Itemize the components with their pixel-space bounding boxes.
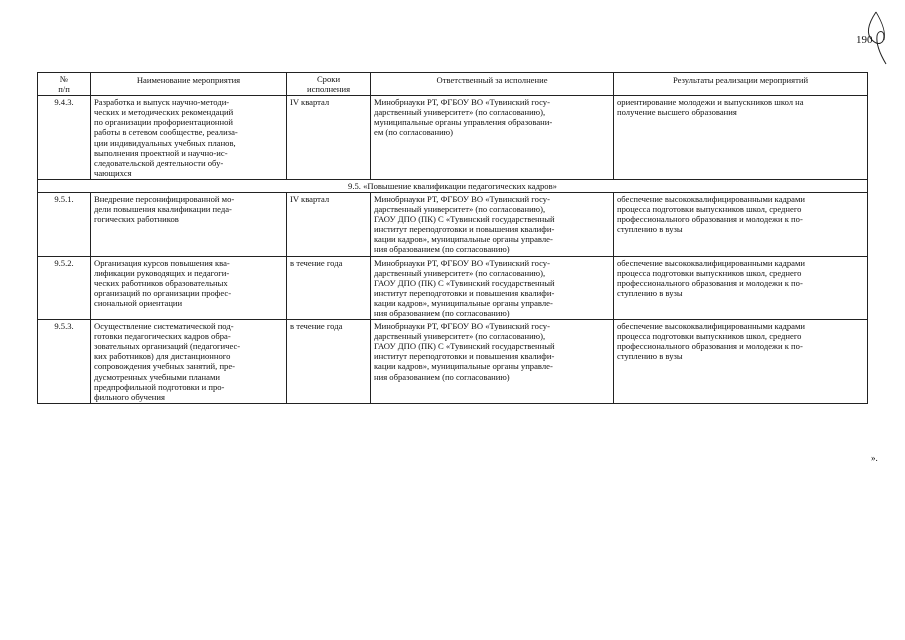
row-activity-name: Осуществление систематической под- готовки педагогических кадров обра- зовательных организаций (педагогичес- ких работников) для дистанционного сопровождения учебных занятий, пре- дусмотренных учебными планами предпрофильной подготовки и про- фильного обучения xyxy=(91,320,287,404)
row-responsible: Минобрнауки РТ, ФГБОУ ВО «Тувинский госу- дарственный университет» (по согласованию), ГАОУ ДПО (ПК) С «Тувинский государственный институт переподготовки и повышения квалифи- кации кадров», муниципальные органы управле- ния образованием (по согласованию) xyxy=(371,256,614,320)
row-responsible: Минобрнауки РТ, ФГБОУ ВО «Тувинский госу- дарственный университет» (по согласованию), ГАОУ ДПО (ПК) С «Тувинский государственный институт переподготовки и повышения квалифи- кации кадров», муниципальные органы управле- ния образованием (по согласованию) xyxy=(371,320,614,404)
closing-quote-mark: ». xyxy=(871,453,878,463)
activities-table xyxy=(37,72,868,404)
header-number: № п/п xyxy=(38,73,91,96)
page-number: 190 xyxy=(856,34,873,46)
header-activity-name: Наименование мероприятия xyxy=(91,73,287,96)
table-row xyxy=(38,96,868,180)
header-term: Сроки исполнения xyxy=(287,73,371,96)
row-term: в течение года xyxy=(287,256,371,320)
table-row xyxy=(38,192,868,256)
header-results: Результаты реализации мероприятий xyxy=(614,73,868,96)
row-results: обеспечение высококвалифицированными кадрами процесса подготовки выпускников школ, среднего профессионального образования и молодежи к по- ступлению в вузы xyxy=(614,256,868,320)
row-results: ориентирование молодежи и выпускников школ на получение высшего образования xyxy=(614,96,868,180)
table-row xyxy=(38,320,868,404)
row-number: 9.5.3. xyxy=(38,320,91,404)
row-term: в течение года xyxy=(287,320,371,404)
row-term: IV квартал xyxy=(287,96,371,180)
section-row xyxy=(38,179,868,192)
row-number: 9.5.1. xyxy=(38,192,91,256)
row-activity-name: Организация курсов повышения ква- лификации руководящих и педагоги- ческих работников образовательных организаций по организации профес- сиональной ориентации xyxy=(91,256,287,320)
table-header-row xyxy=(38,73,868,96)
row-results: обеспечение высококвалифицированными кадрами процесса подготовки выпускников школ, среднего профессионального образования и молодежи к по- ступлению в вузы xyxy=(614,192,868,256)
table-row xyxy=(38,256,868,320)
row-activity-name: Внедрение персонифицированной мо- дели повышения квалификации педа- гогических работников xyxy=(91,192,287,256)
row-term: IV квартал xyxy=(287,192,371,256)
row-results: обеспечение высококвалифицированными кадрами процесса подготовки выпускников школ, среднего профессионального образования и молодежи к по- ступлению в вузы xyxy=(614,320,868,404)
row-responsible: Минобрнауки РТ, ФГБОУ ВО «Тувинский госу- дарственный университет» (по согласованию), муниципальные органы управления образовани- ем (по согласованию) xyxy=(371,96,614,180)
section-title: 9.5. «Повышение квалификации педагогических кадров» xyxy=(38,179,868,192)
row-responsible: Минобрнауки РТ, ФГБОУ ВО «Тувинский госу- дарственный университет» (по согласованию), ГАОУ ДПО (ПК) С «Тувинский государственный институт переподготовки и повышения квалифи- кации кадров», муниципальные органы управле- ния образованием (по согласованию) xyxy=(371,192,614,256)
row-number: 9.5.2. xyxy=(38,256,91,320)
row-number: 9.4.3. xyxy=(38,96,91,180)
header-responsible: Ответственный за исполнение xyxy=(371,73,614,96)
row-activity-name: Разработка и выпуск научно-методи- ческих и методических рекомендаций по организации профориентационной работы в сетевом сообществе, реализа- ции индивидуальных учебных планов, выполнения проектной и научно-ис- следовательской деятельности обу- чающихся xyxy=(91,96,287,180)
